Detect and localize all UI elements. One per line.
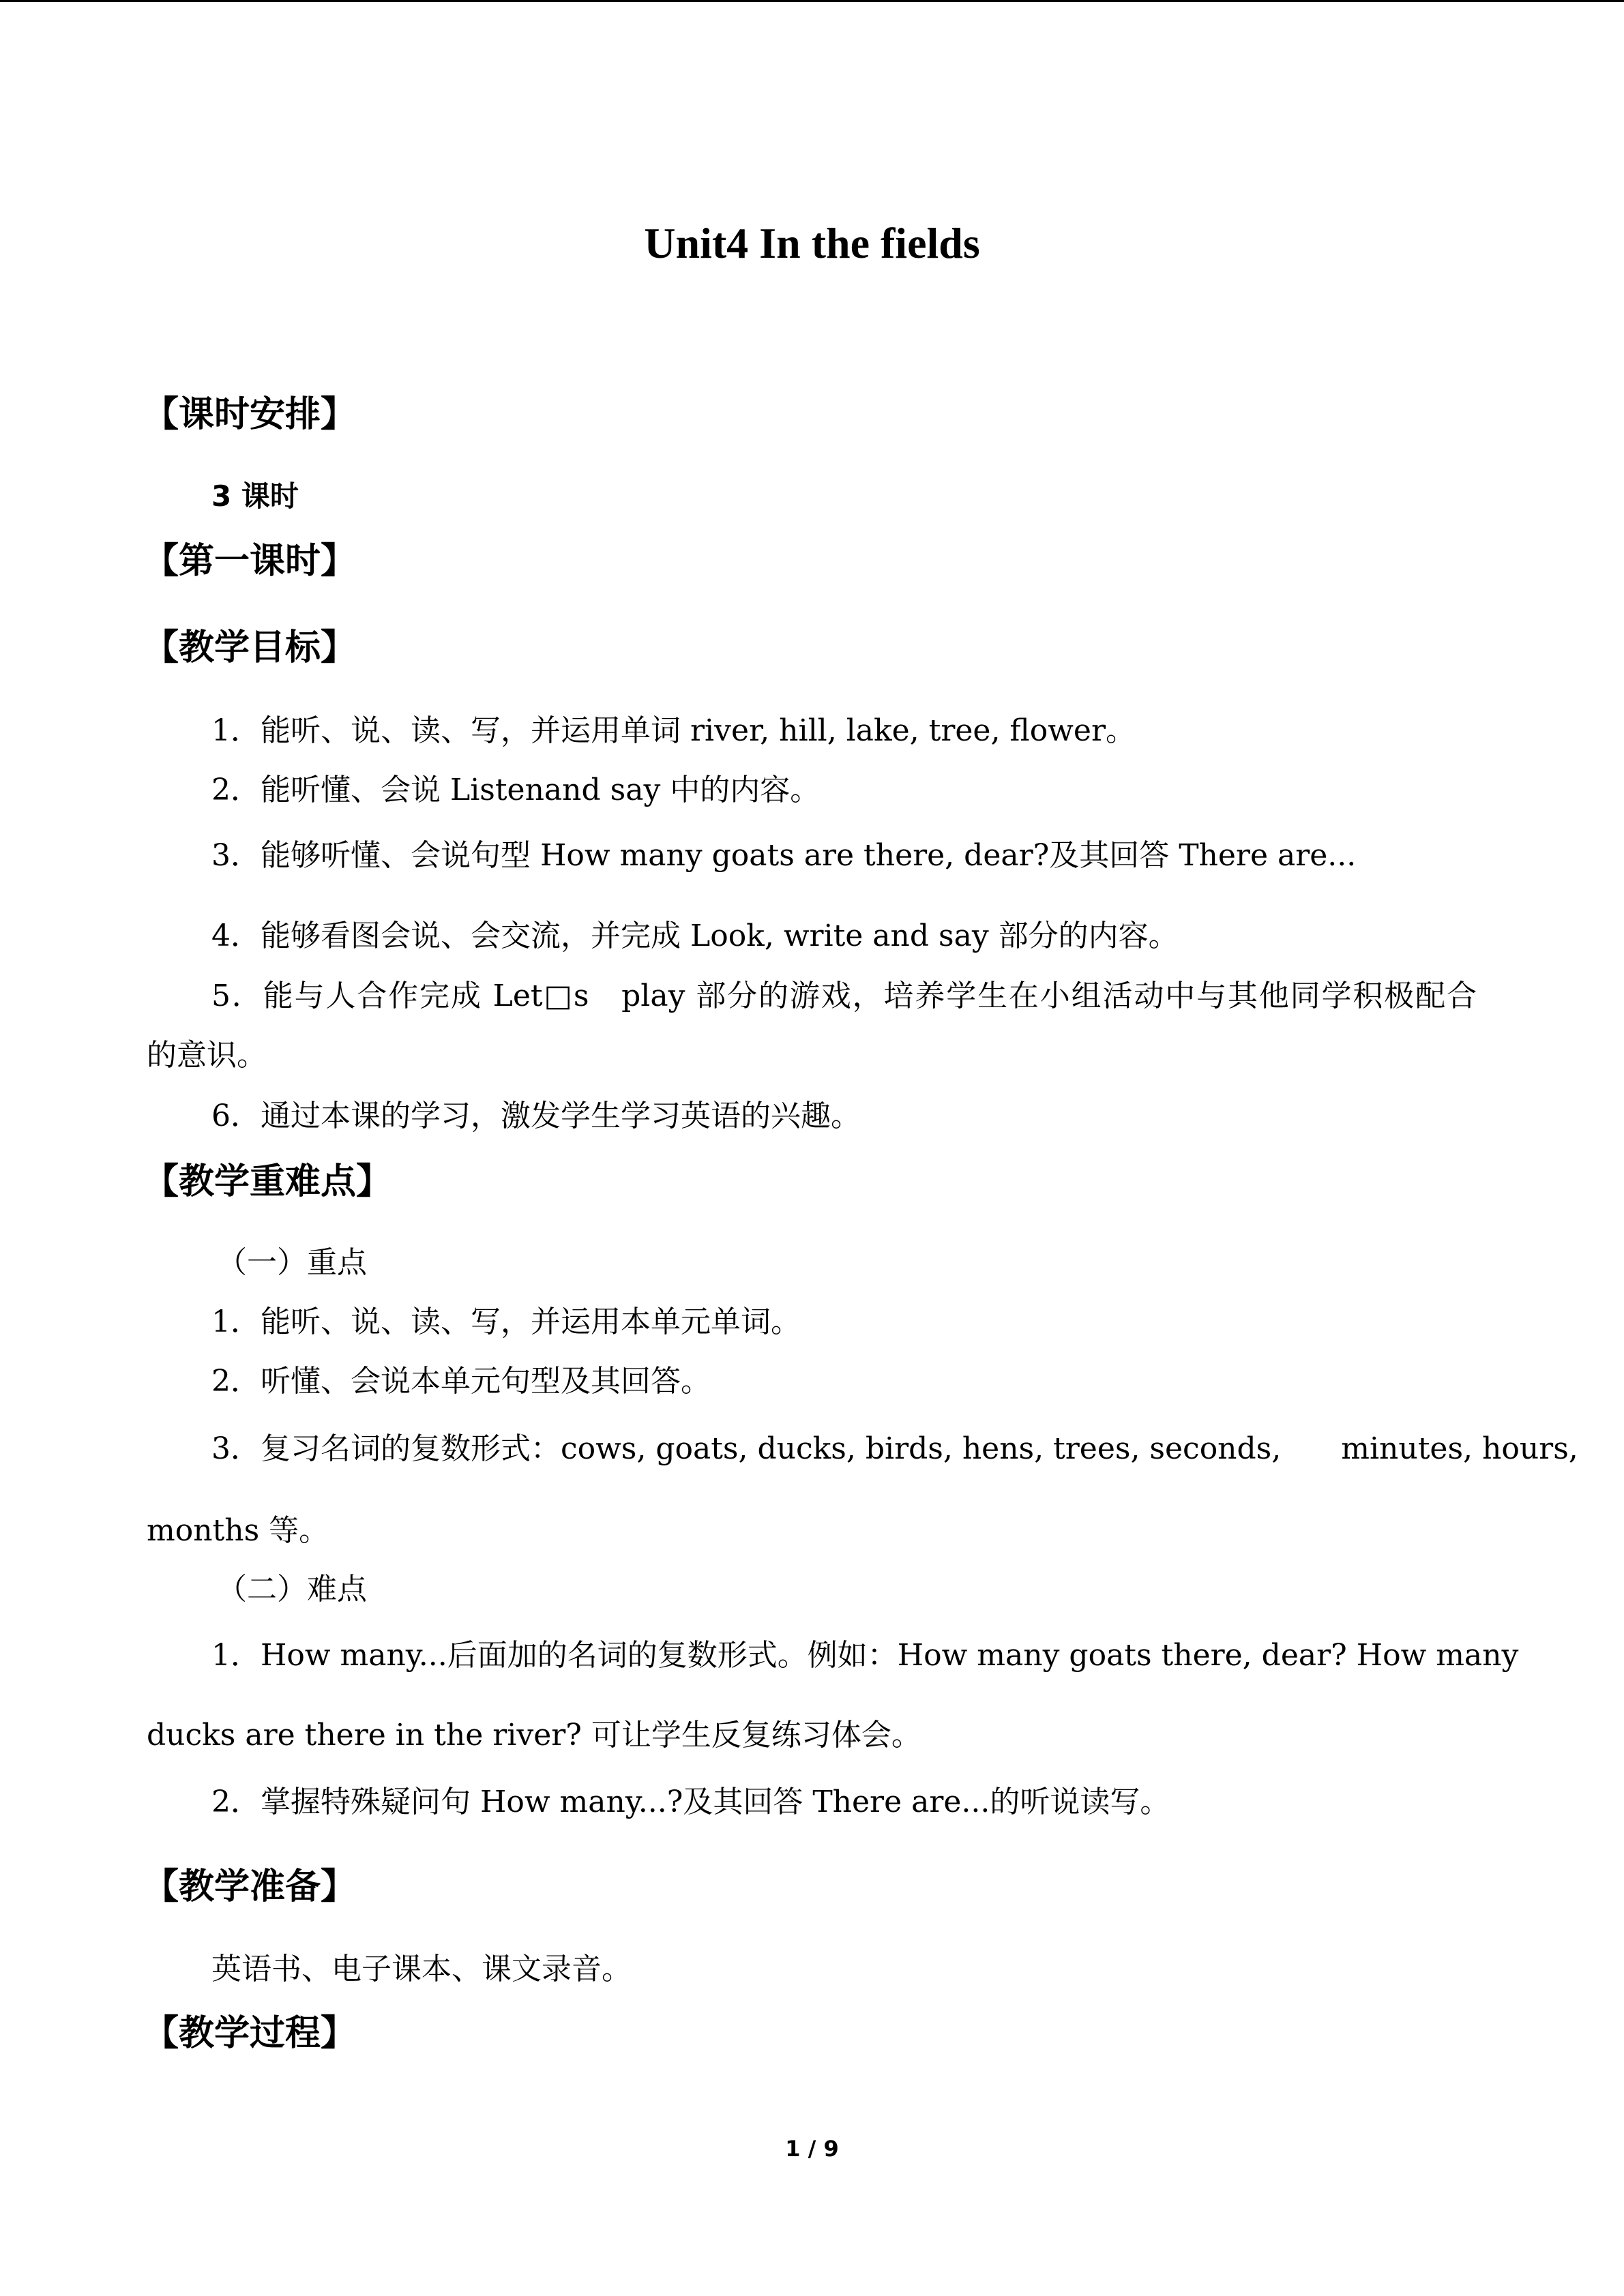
- difficult-point-item: 1．How many...后面加的名词的复数形式。例如：How many goats there, dear? How many: [211, 1638, 1519, 1673]
- difficult-point-item-continuation: ducks are there in the river? 可让学生反复练习体会。: [147, 1718, 921, 1753]
- key-point-item: 3．复习名词的复数形式：cows, goats, ducks, birds, hens, trees, seconds, minutes, hours,: [211, 1431, 1578, 1466]
- process-heading: 【教学过程】: [143, 2013, 357, 2054]
- first-lesson-heading: 【第一课时】: [143, 541, 357, 582]
- difficult-points-label: （二）难点: [217, 1572, 367, 1607]
- objective-item: 3．能够听懂、会说句型 How many goats are there, dear?及其回答 There are...: [211, 838, 1357, 873]
- objective-item-continuation: 的意识。: [147, 1038, 267, 1073]
- page-number: 1 / 9: [785, 2136, 839, 2162]
- objective-item: 1．能听、说、读、写，并运用单词 river, hill, lake, tree, flower。: [211, 713, 1136, 748]
- key-point-item-continuation: months 等。: [147, 1513, 329, 1548]
- objectives-heading: 【教学目标】: [143, 627, 357, 668]
- key-point-item: 2．听懂、会说本单元句型及其回答。: [211, 1364, 711, 1399]
- difficult-point-item: 2．掌握特殊疑问句 How many...?及其回答 There are...的听说读写。: [211, 1785, 1170, 1819]
- key-point-item: 1．能听、说、读、写，并运用本单元单词。: [211, 1304, 801, 1339]
- key-points-heading: 【教学重难点】: [143, 1161, 392, 1202]
- preparation-heading: 【教学准备】: [143, 1866, 357, 1907]
- objective-item: 5．能与人合作完成 Let□s play 部分的游戏，培养学生在小组活动中与其他同学积极配合: [211, 979, 1477, 1013]
- objective-item: 4．能够看图会说、会交流，并完成 Look, write and say 部分的内容。: [211, 919, 1179, 953]
- objective-item: 2．能听懂、会说 Listenand say 中的内容。: [211, 773, 821, 807]
- key-points-label: （一）重点: [217, 1245, 367, 1280]
- objective-item: 6．通过本课的学习，激发学生学习英语的兴趣。: [211, 1099, 861, 1133]
- document-title: Unit4 In the fields: [644, 219, 980, 267]
- schedule-heading: 【课时安排】: [143, 394, 357, 435]
- schedule-value: 3 课时: [211, 479, 299, 513]
- preparation-value: 英语书、电子课本、课文录音。: [211, 1952, 632, 1986]
